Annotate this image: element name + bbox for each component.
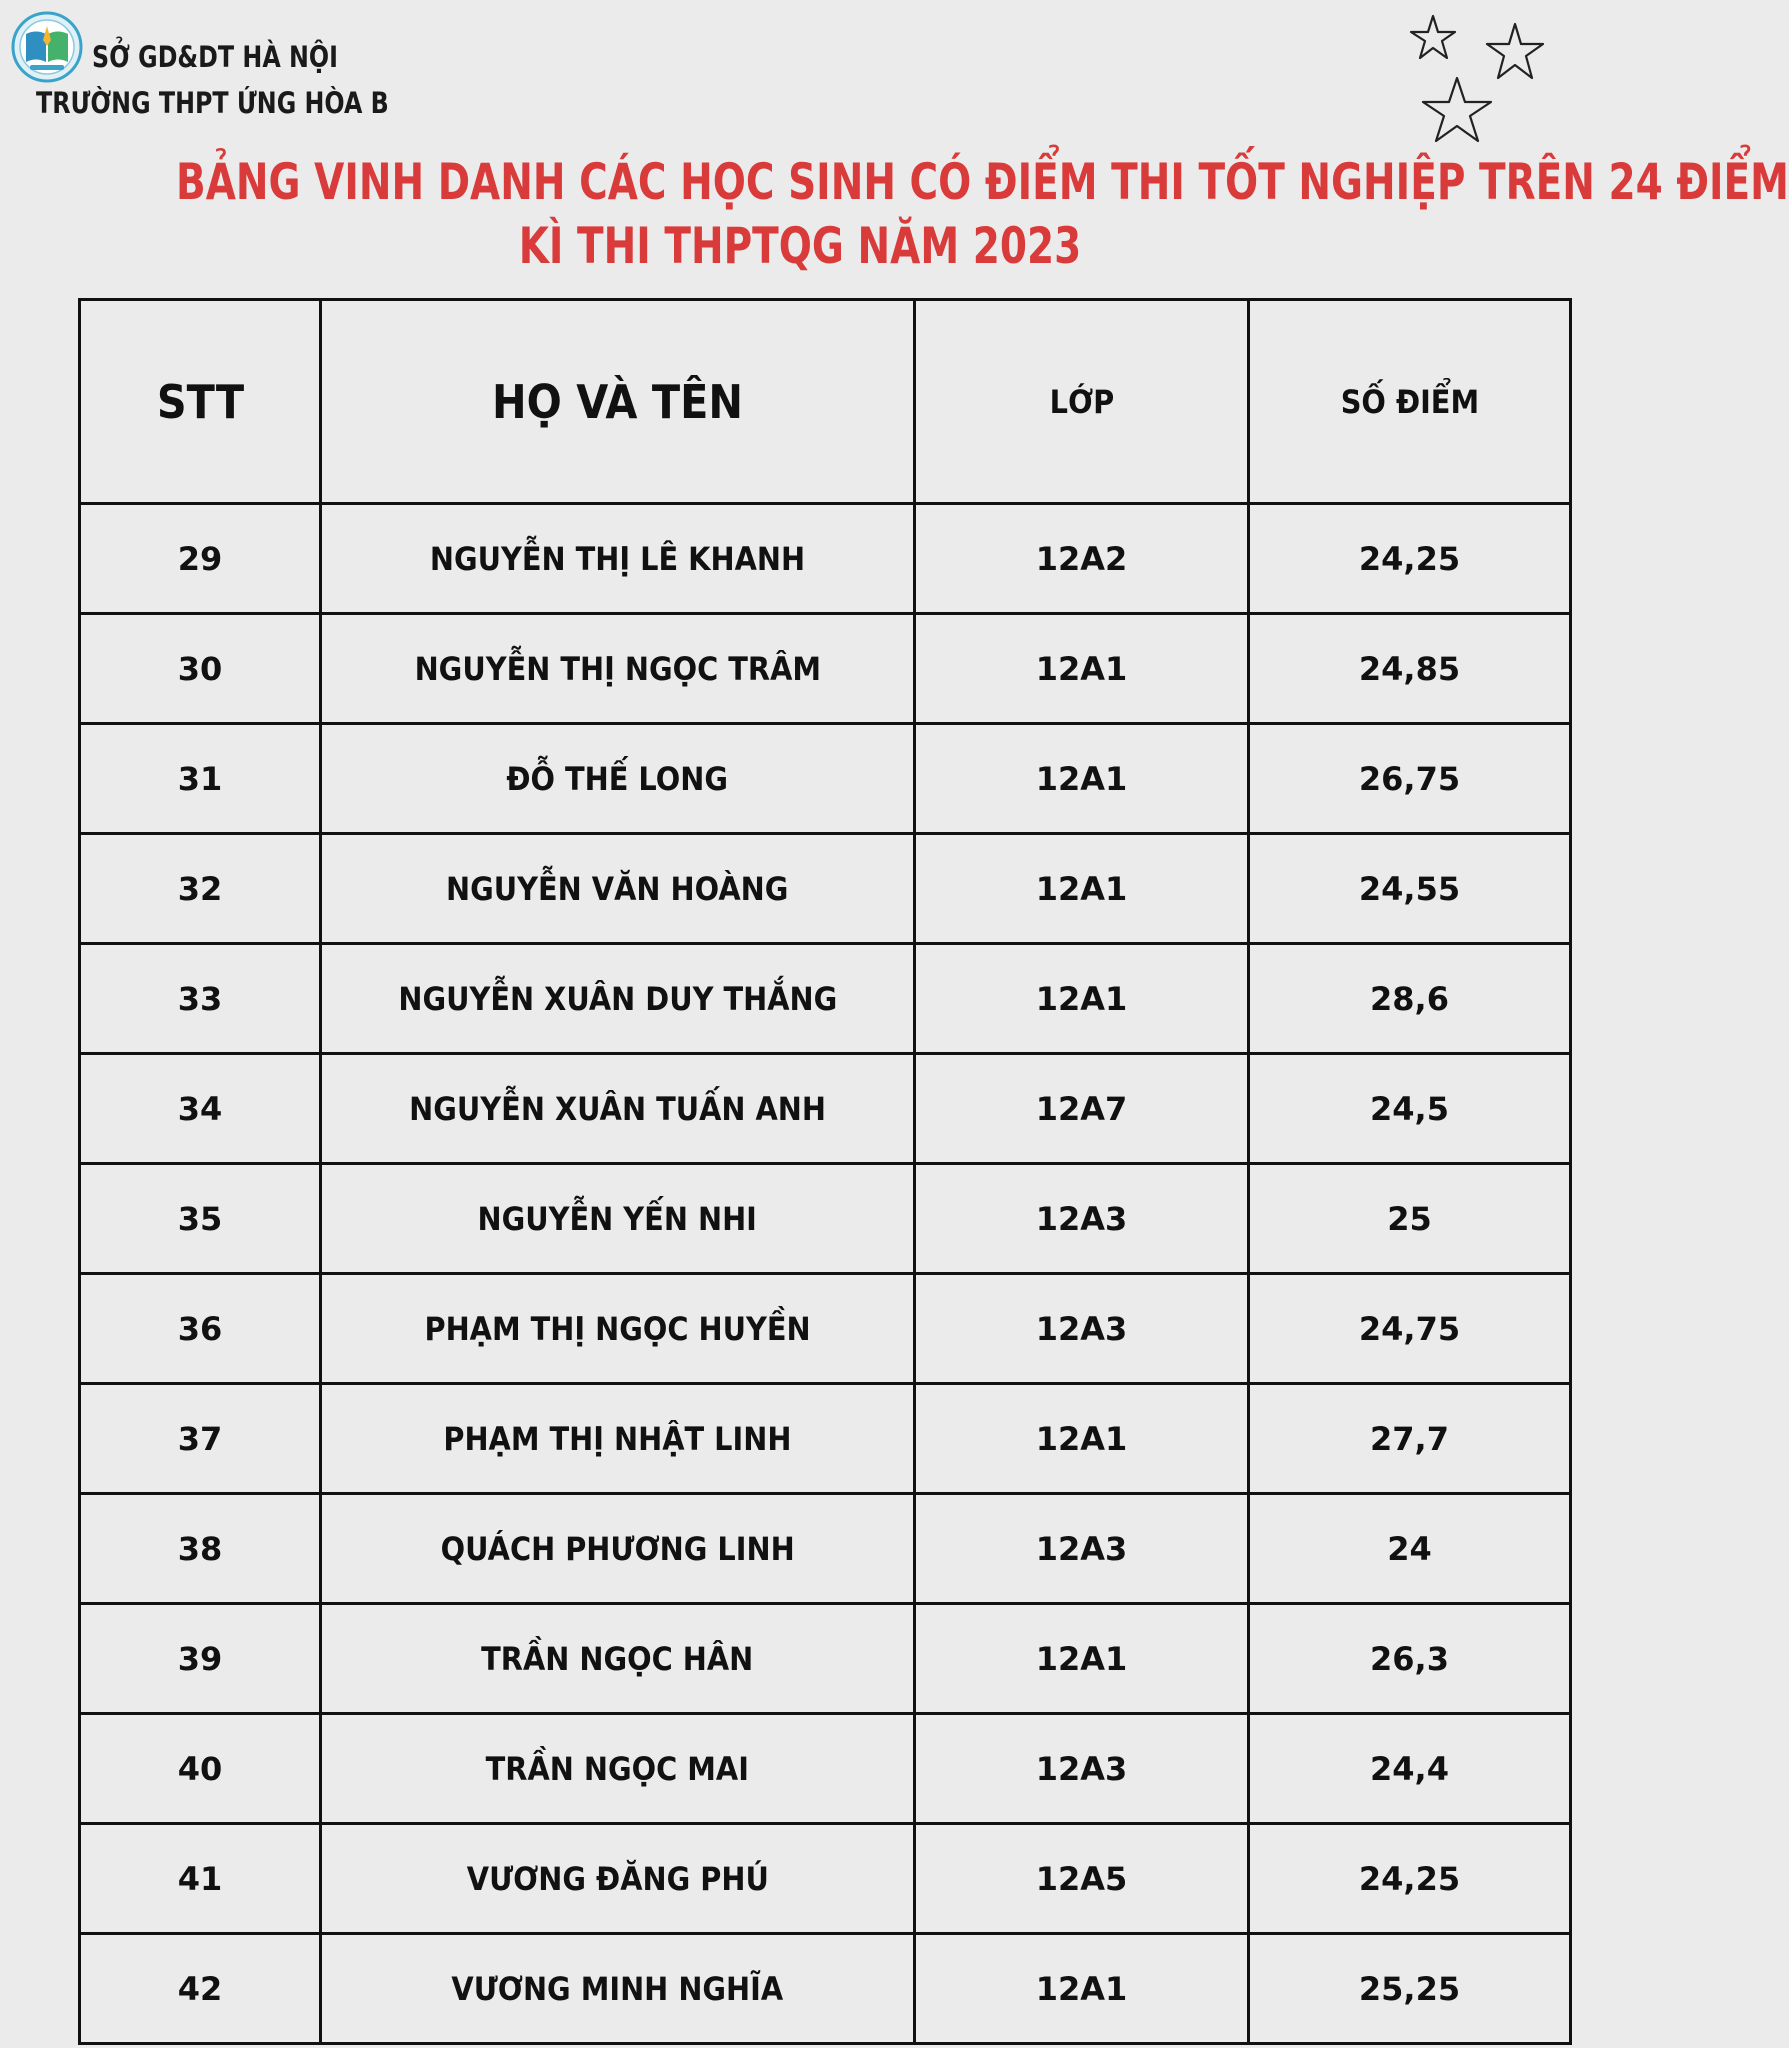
stt-cell: 29 [80,504,321,614]
class-cell: 12A1 [915,614,1249,724]
student-name-cell: VƯƠNG MINH NGHĨA [321,1934,915,2044]
student-name-cell: NGUYỄN YẾN NHI [321,1164,915,1274]
title-line-2: KÌ THI THPTQG NĂM 2023 [518,217,1082,275]
score-cell: 24,4 [1249,1714,1571,1824]
score-cell: 24,55 [1249,834,1571,944]
student-name-cell: NGUYỄN THỊ NGỌC TRÂM [321,614,915,724]
class-cell: 12A1 [915,1384,1249,1494]
school-name: TRƯỜNG THPT ỨNG HÒA B [36,86,389,120]
class-cell: 12A3 [915,1164,1249,1274]
class-cell: 12A1 [915,1934,1249,2044]
column-header-name: HỌ VÀ TÊN [321,300,915,504]
table-row [80,1494,1571,1604]
table-row [80,1714,1571,1824]
student-name-cell: ĐỖ THẾ LONG [321,724,915,834]
score-cell: 24,25 [1249,1824,1571,1934]
stt-cell: 30 [80,614,321,724]
student-name-cell: NGUYỄN VĂN HOÀNG [321,834,915,944]
stt-cell: 42 [80,1934,321,2044]
table-row [80,1274,1571,1384]
student-name-cell: PHẠM THỊ NGỌC HUYỀN [321,1274,915,1384]
school-logo-icon [10,10,84,84]
stt-cell: 35 [80,1164,321,1274]
class-cell: 12A1 [915,834,1249,944]
honor-table [78,298,1572,2045]
stt-cell: 41 [80,1824,321,1934]
stt-cell: 31 [80,724,321,834]
table-row [80,1384,1571,1494]
table-row [80,1934,1571,2044]
class-cell: 12A3 [915,1494,1249,1604]
table-row [80,1824,1571,1934]
student-name-cell: TRẦN NGỌC MAI [321,1714,915,1824]
table-row [80,1604,1571,1714]
score-cell: 24,85 [1249,614,1571,724]
table-row [80,834,1571,944]
table-row [80,1054,1571,1164]
page-title [0,150,1789,278]
department-name: SỞ GD&DT HÀ NỘI [92,40,338,74]
score-cell: 24 [1249,1494,1571,1604]
table-row [80,504,1571,614]
table-row [80,614,1571,724]
score-cell: 25,25 [1249,1934,1571,2044]
class-cell: 12A2 [915,504,1249,614]
stt-cell: 40 [80,1714,321,1824]
stt-cell: 37 [80,1384,321,1494]
score-cell: 24,25 [1249,504,1571,614]
student-name-cell: VƯƠNG ĐĂNG PHÚ [321,1824,915,1934]
score-cell: 28,6 [1249,944,1571,1054]
stt-cell: 34 [80,1054,321,1164]
score-cell: 27,7 [1249,1384,1571,1494]
stt-cell: 33 [80,944,321,1054]
stt-cell: 32 [80,834,321,944]
student-name-cell: NGUYỄN XUÂN DUY THẮNG [321,944,915,1054]
score-cell: 24,5 [1249,1054,1571,1164]
student-name-cell: QUÁCH PHƯƠNG LINH [321,1494,915,1604]
stars-doodle-icon [1405,8,1555,153]
column-header-score: SỐ ĐIỂM [1249,300,1571,504]
score-cell: 26,3 [1249,1604,1571,1714]
score-cell: 25 [1249,1164,1571,1274]
table-row [80,724,1571,834]
title-line-1: BẢNG VINH DANH CÁC HỌC SINH CÓ ĐIỂM THI TỐT NGHIỆP TRÊN 24 ĐIỂM [176,153,1789,211]
student-name-cell: NGUYỄN THỊ LÊ KHANH [321,504,915,614]
stt-cell: 36 [80,1274,321,1384]
score-cell: 26,75 [1249,724,1571,834]
column-header-class: LỚP [915,300,1249,504]
class-cell: 12A1 [915,944,1249,1054]
class-cell: 12A5 [915,1824,1249,1934]
stt-cell: 38 [80,1494,321,1604]
student-name-cell: TRẦN NGỌC HÂN [321,1604,915,1714]
class-cell: 12A7 [915,1054,1249,1164]
stt-cell: 39 [80,1604,321,1714]
column-header-stt: STT [80,300,321,504]
class-cell: 12A1 [915,724,1249,834]
table-header-row [80,300,1571,504]
student-name-cell: PHẠM THỊ NHẬT LINH [321,1384,915,1494]
table-row [80,944,1571,1054]
student-name-cell: NGUYỄN XUÂN TUẤN ANH [321,1054,915,1164]
score-cell: 24,75 [1249,1274,1571,1384]
class-cell: 12A3 [915,1274,1249,1384]
class-cell: 12A3 [915,1714,1249,1824]
class-cell: 12A1 [915,1604,1249,1714]
table-row [80,1164,1571,1274]
